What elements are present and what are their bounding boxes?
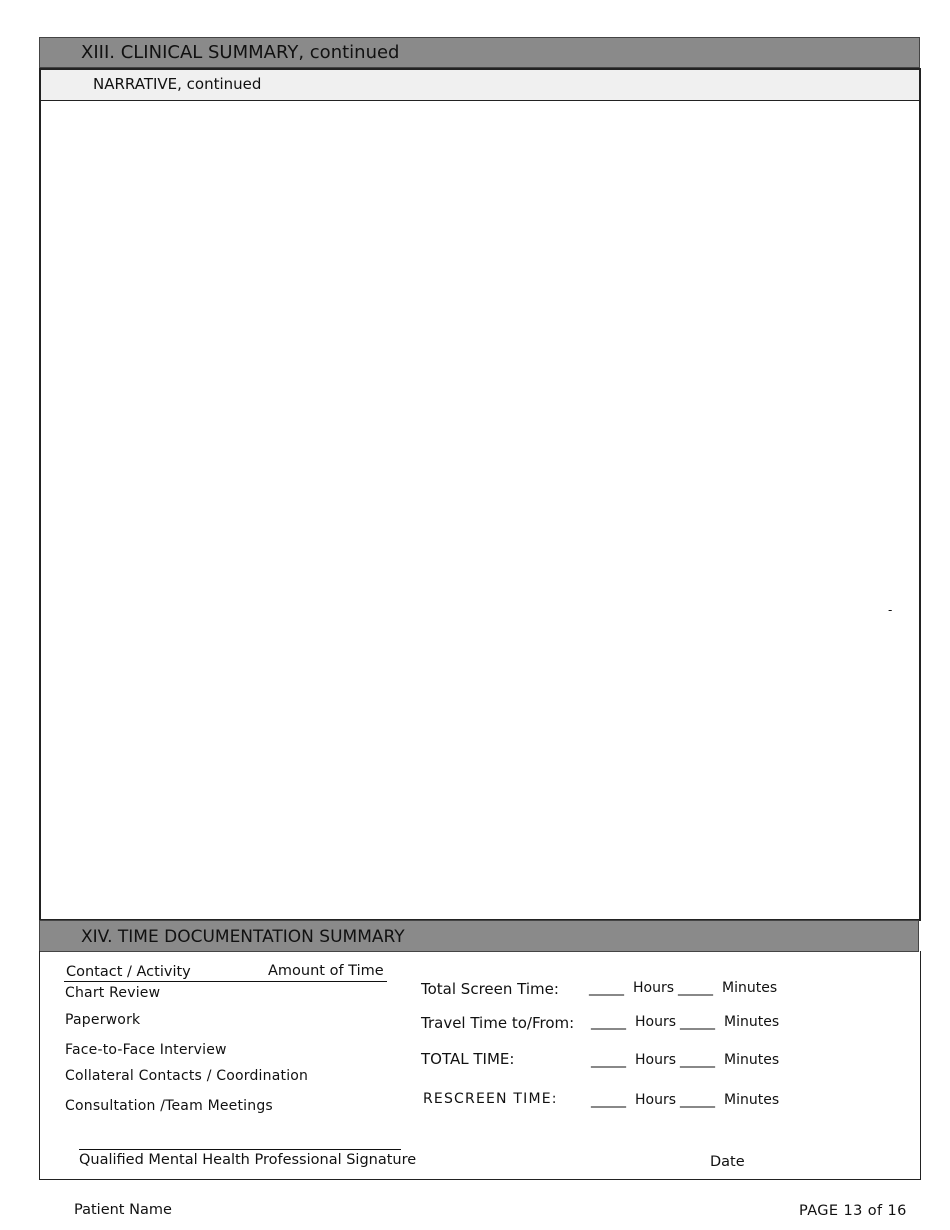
time-summary-title: XIV. TIME DOCUMENTATION SUMMARY xyxy=(81,927,405,947)
rescreen-time-label: RESCREEN TIME: xyxy=(423,1091,558,1107)
total-time-minutes-blank[interactable]: _____ xyxy=(680,1052,715,1068)
total-screen-time-minutes-label: Minutes xyxy=(722,980,778,996)
column-header-amount: Amount of Time xyxy=(268,963,384,979)
activity-collateral-contacts: Collateral Contacts / Coordination xyxy=(65,1068,309,1084)
total-time-hours-label: Hours xyxy=(635,1052,677,1068)
activity-paperwork: Paperwork xyxy=(65,1012,141,1028)
total-screen-time-label: Total Screen Time: xyxy=(421,980,559,998)
activity-chart-review: Chart Review xyxy=(65,985,161,1001)
narrative-text-area[interactable] xyxy=(39,101,921,921)
travel-time-minutes-label: Minutes xyxy=(724,1014,780,1030)
patient-name-label: Patient Name xyxy=(74,1202,172,1218)
rescreen-time-hours-blank[interactable]: _____ xyxy=(591,1092,626,1108)
travel-time-label: Travel Time to/From: xyxy=(421,1014,575,1032)
rescreen-time-minutes-label: Minutes xyxy=(724,1092,780,1108)
stray-mark: - xyxy=(888,603,893,617)
total-time-hours-blank[interactable]: _____ xyxy=(591,1052,626,1068)
clinical-summary-title: XIII. CLINICAL SUMMARY, continued xyxy=(81,42,400,63)
activity-face-to-face: Face-to-Face Interview xyxy=(65,1042,227,1058)
travel-time-minutes-blank[interactable]: _____ xyxy=(680,1014,715,1030)
total-screen-time-hours-label: Hours xyxy=(633,980,675,996)
date-label: Date xyxy=(710,1154,745,1170)
total-screen-time-minutes-blank[interactable]: _____ xyxy=(678,980,713,996)
narrative-title: NARRATIVE, continued xyxy=(93,75,262,93)
rescreen-time-minutes-blank[interactable]: _____ xyxy=(680,1092,715,1108)
total-time-minutes-label: Minutes xyxy=(724,1052,780,1068)
rescreen-time-hours-label: Hours xyxy=(635,1092,677,1108)
activity-consultation: Consultation /Team Meetings xyxy=(65,1098,273,1114)
signature-line[interactable] xyxy=(79,1149,401,1150)
page-number: PAGE 13 of 16 xyxy=(799,1203,907,1219)
column-header-activity: Contact / Activity xyxy=(66,964,191,980)
travel-time-hours-blank[interactable]: _____ xyxy=(591,1014,626,1030)
total-screen-time-hours-blank[interactable]: _____ xyxy=(589,980,624,996)
travel-time-hours-label: Hours xyxy=(635,1014,677,1030)
column-header-underline xyxy=(64,981,387,982)
total-time-label: TOTAL TIME: xyxy=(421,1050,515,1068)
signature-label: Qualified Mental Health Professional Signature xyxy=(79,1152,417,1168)
